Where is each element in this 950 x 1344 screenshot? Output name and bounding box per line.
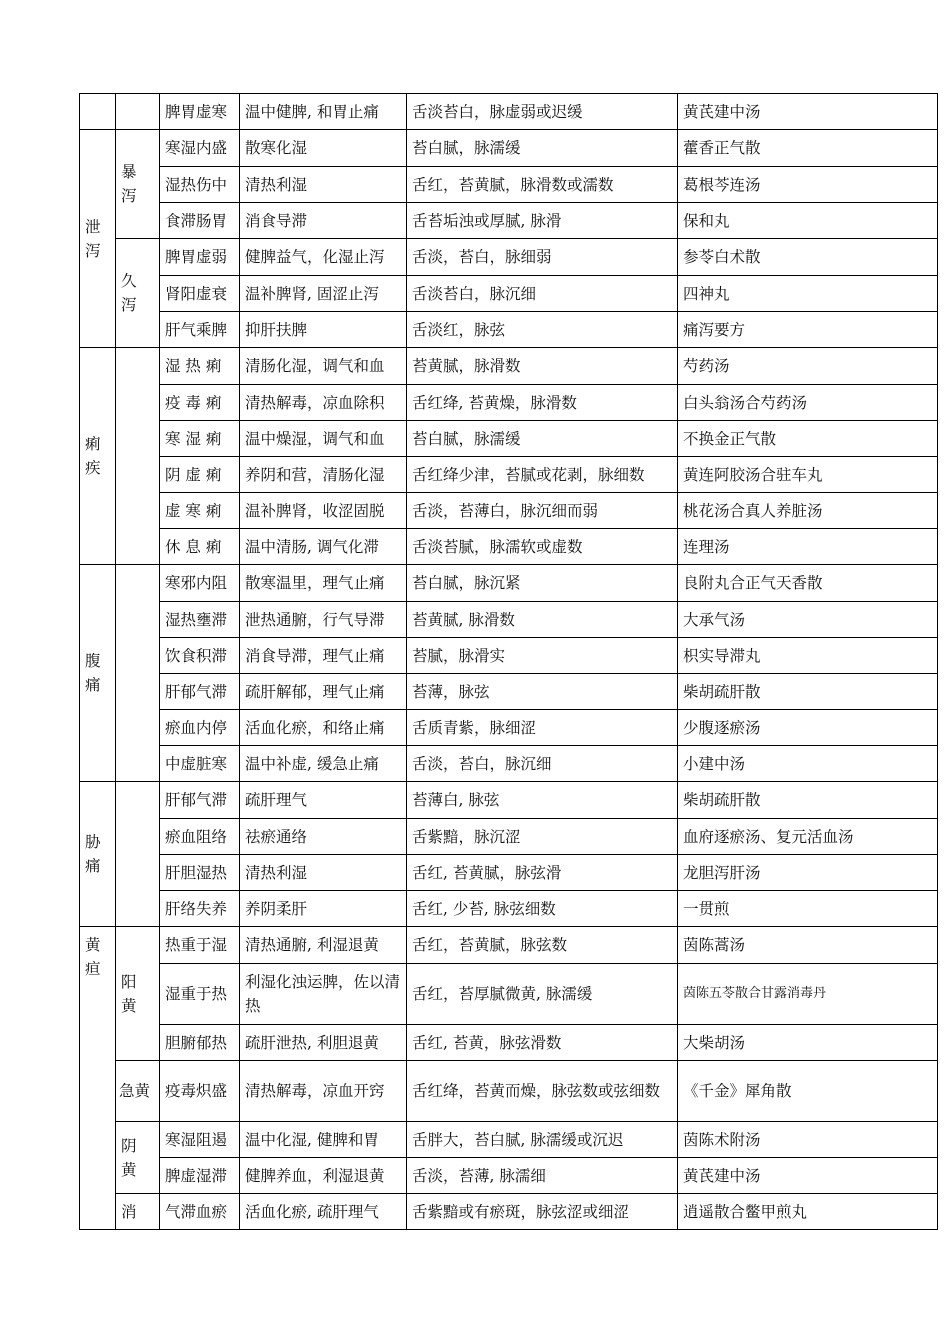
table-row (80, 529, 938, 565)
formula-cell: 少腹逐瘀汤 (678, 710, 938, 746)
table-row (80, 964, 938, 1025)
method-cell: 清热通腑, 利湿退黄 (240, 927, 407, 964)
tongue-pulse-cell: 舌红, 苔黄腻，脉弦滑 (407, 855, 678, 891)
tongue-pulse-cell: 舌胖大，苔白腻, 脉濡缓或沉迟 (407, 1122, 678, 1158)
formula-cell: 保和丸 (678, 203, 938, 239)
method-cell: 清热利湿 (240, 167, 407, 203)
syndrome-treatment-table (79, 93, 938, 1230)
subtype-cell (116, 94, 160, 130)
syndrome-cell: 脾胃虚寒 (160, 94, 240, 130)
method-cell: 温中补虚, 缓急止痛 (240, 746, 407, 782)
tongue-pulse-cell: 舌红绛, 苔黄燥，脉滑数 (407, 385, 678, 421)
syndrome-cell: 阴 虚 痢 (160, 457, 240, 493)
tongue-pulse-cell: 舌淡苔白，脉虚弱或迟缓 (407, 94, 678, 130)
method-cell: 温补脾肾, 固涩止泻 (240, 276, 407, 312)
formula-cell: 茵陈术附汤 (678, 1122, 938, 1158)
table-row (80, 276, 938, 312)
table-row (80, 1025, 938, 1061)
table-row (80, 130, 938, 167)
method-cell: 清热解毒，凉血除积 (240, 385, 407, 421)
table-row (80, 1194, 938, 1230)
table-row (80, 239, 938, 276)
table-row (80, 1122, 938, 1158)
table-row (80, 782, 938, 819)
syndrome-cell: 肝郁气滞 (160, 674, 240, 710)
syndrome-cell: 湿热伤中 (160, 167, 240, 203)
disease-cell: 腹 痛 (80, 565, 116, 782)
table-row (80, 638, 938, 674)
syndrome-cell: 热重于湿 (160, 927, 240, 964)
syndrome-cell: 瘀血内停 (160, 710, 240, 746)
table-row (80, 167, 938, 203)
table-row (80, 457, 938, 493)
table-row (80, 348, 938, 385)
method-cell: 消食导滞，理气止痛 (240, 638, 407, 674)
method-cell: 温中健脾, 和胃止痛 (240, 94, 407, 130)
syndrome-cell: 疫 毒 痢 (160, 385, 240, 421)
table-row (80, 203, 938, 239)
syndrome-cell: 寒湿内盛 (160, 130, 240, 167)
method-cell: 温中清肠, 调气化滞 (240, 529, 407, 565)
tongue-pulse-cell: 苔白腻，脉濡缓 (407, 130, 678, 167)
table-row (80, 493, 938, 529)
syndrome-cell: 胆腑郁热 (160, 1025, 240, 1061)
subtype-cell (116, 565, 160, 782)
method-cell: 疏肝理气 (240, 782, 407, 819)
syndrome-cell: 湿重于热 (160, 964, 240, 1025)
subtype-cell: 阴 黄 (116, 1122, 160, 1194)
syndrome-cell: 湿 热 痢 (160, 348, 240, 385)
syndrome-cell: 肝气乘脾 (160, 312, 240, 348)
subtype-cell: 久 泻 (116, 239, 160, 348)
method-cell: 健脾益气，化湿止泻 (240, 239, 407, 276)
method-cell: 清热解毒，凉血开窍 (240, 1061, 407, 1122)
syndrome-cell: 脾虚湿滞 (160, 1158, 240, 1194)
formula-cell: 大柴胡汤 (678, 1025, 938, 1061)
table-row (80, 855, 938, 891)
disease-cell: 痢 疾 (80, 348, 116, 565)
formula-cell: 茵陈五苓散合甘露消毒丹 (678, 964, 938, 1025)
subtype-cell (116, 348, 160, 565)
tongue-pulse-cell: 舌红，苔黄腻，脉弦数 (407, 927, 678, 964)
method-cell: 疏肝泄热, 利胆退黄 (240, 1025, 407, 1061)
formula-cell: 柴胡疏肝散 (678, 782, 938, 819)
table-row (80, 1158, 938, 1194)
syndrome-cell: 寒湿阻遏 (160, 1122, 240, 1158)
formula-cell: 龙胆泻肝汤 (678, 855, 938, 891)
method-cell: 消食导滞 (240, 203, 407, 239)
tongue-pulse-cell: 舌红绛，苔黄而燥，脉弦数或弦细数 (407, 1061, 678, 1122)
disease-cell: 黄 疸 (80, 927, 116, 1230)
formula-cell: 痛泻要方 (678, 312, 938, 348)
syndrome-cell: 寒 湿 痢 (160, 421, 240, 457)
tongue-pulse-cell: 舌淡，苔白，脉沉细 (407, 746, 678, 782)
tongue-pulse-cell: 舌质青紫，脉细涩 (407, 710, 678, 746)
method-cell: 泄热通腑，行气导滞 (240, 602, 407, 638)
syndrome-cell: 湿热壅滞 (160, 602, 240, 638)
syndrome-cell: 食滞肠胃 (160, 203, 240, 239)
disease-cell: 泄 泻 (80, 130, 116, 348)
syndrome-cell: 寒邪内阻 (160, 565, 240, 602)
formula-cell: 柴胡疏肝散 (678, 674, 938, 710)
syndrome-cell: 疫毒炽盛 (160, 1061, 240, 1122)
formula-cell: 桃花汤合真人养脏汤 (678, 493, 938, 529)
formula-cell: 枳实导滞丸 (678, 638, 938, 674)
formula-cell: 一贯煎 (678, 891, 938, 927)
formula-cell: 参苓白术散 (678, 239, 938, 276)
tongue-pulse-cell: 舌红，苔厚腻微黄, 脉濡缓 (407, 964, 678, 1025)
table-row (80, 891, 938, 927)
syndrome-cell: 肝络失养 (160, 891, 240, 927)
tongue-pulse-cell: 舌红, 少苔, 脉弦细数 (407, 891, 678, 927)
table-row (80, 312, 938, 348)
tongue-pulse-cell: 舌淡，苔白，脉细弱 (407, 239, 678, 276)
subtype-cell (116, 782, 160, 927)
syndrome-cell: 休 息 痢 (160, 529, 240, 565)
formula-cell: 小建中汤 (678, 746, 938, 782)
subtype-cell: 急黄 (116, 1061, 160, 1122)
method-cell: 清肠化湿，调气和血 (240, 348, 407, 385)
formula-cell: 《千金》犀角散 (678, 1061, 938, 1122)
syndrome-cell: 虚 寒 痢 (160, 493, 240, 529)
table-row (80, 1061, 938, 1122)
table-row (80, 674, 938, 710)
table-row (80, 602, 938, 638)
table-row (80, 421, 938, 457)
method-cell: 利湿化浊运脾，佐以清热 (240, 964, 407, 1025)
formula-cell: 逍遥散合鳖甲煎丸 (678, 1194, 938, 1230)
tongue-pulse-cell: 苔薄白, 脉弦 (407, 782, 678, 819)
formula-cell: 大承气汤 (678, 602, 938, 638)
table-row (80, 819, 938, 855)
syndrome-cell: 瘀血阻络 (160, 819, 240, 855)
method-cell: 清热利湿 (240, 855, 407, 891)
syndrome-cell: 肾阳虚衰 (160, 276, 240, 312)
table-row (80, 927, 938, 964)
formula-cell: 葛根芩连汤 (678, 167, 938, 203)
tongue-pulse-cell: 舌淡，苔薄白，脉沉细而弱 (407, 493, 678, 529)
method-cell: 养阴柔肝 (240, 891, 407, 927)
formula-cell: 黄芪建中汤 (678, 1158, 938, 1194)
formula-cell: 白头翁汤合芍药汤 (678, 385, 938, 421)
tongue-pulse-cell: 苔腻，脉滑实 (407, 638, 678, 674)
disease-cell (80, 94, 116, 130)
tongue-pulse-cell: 舌淡，苔薄, 脉濡细 (407, 1158, 678, 1194)
method-cell: 温中燥湿，调气和血 (240, 421, 407, 457)
table-row (80, 385, 938, 421)
formula-cell: 连理汤 (678, 529, 938, 565)
method-cell: 祛瘀通络 (240, 819, 407, 855)
method-cell: 活血化瘀，和络止痛 (240, 710, 407, 746)
subtype-cell: 消 (116, 1194, 160, 1230)
formula-cell: 良附丸合正气天香散 (678, 565, 938, 602)
subtype-cell: 阳 黄 (116, 927, 160, 1061)
method-cell: 温补脾肾，收涩固脱 (240, 493, 407, 529)
table-row (80, 565, 938, 602)
formula-cell: 芍药汤 (678, 348, 938, 385)
table-row (80, 710, 938, 746)
syndrome-cell: 脾胃虚弱 (160, 239, 240, 276)
tongue-pulse-cell: 舌紫黯或有瘀斑，脉弦涩或细涩 (407, 1194, 678, 1230)
syndrome-cell: 肝郁气滞 (160, 782, 240, 819)
formula-cell: 黄连阿胶汤合驻车丸 (678, 457, 938, 493)
method-cell: 抑肝扶脾 (240, 312, 407, 348)
method-cell: 散寒温里，理气止痛 (240, 565, 407, 602)
table-row (80, 94, 938, 130)
method-cell: 养阴和营，清肠化湿 (240, 457, 407, 493)
syndrome-cell: 肝胆湿热 (160, 855, 240, 891)
tongue-pulse-cell: 舌红, 苔黄，脉弦滑数 (407, 1025, 678, 1061)
formula-cell: 血府逐瘀汤、复元活血汤 (678, 819, 938, 855)
formula-cell: 不换金正气散 (678, 421, 938, 457)
tongue-pulse-cell: 舌苔垢浊或厚腻, 脉滑 (407, 203, 678, 239)
formula-cell: 黄芪建中汤 (678, 94, 938, 130)
tongue-pulse-cell: 舌红绛少津，苔腻或花剥，脉细数 (407, 457, 678, 493)
tongue-pulse-cell: 苔黄腻, 脉滑数 (407, 602, 678, 638)
tongue-pulse-cell: 舌红，苔黄腻，脉滑数或濡数 (407, 167, 678, 203)
formula-cell: 四神丸 (678, 276, 938, 312)
tongue-pulse-cell: 苔黄腻，脉滑数 (407, 348, 678, 385)
tongue-pulse-cell: 苔薄，脉弦 (407, 674, 678, 710)
table-row (80, 746, 938, 782)
syndrome-cell: 气滞血瘀 (160, 1194, 240, 1230)
disease-cell: 胁 痛 (80, 782, 116, 927)
method-cell: 温中化湿, 健脾和胃 (240, 1122, 407, 1158)
tongue-pulse-cell: 舌淡苔白，脉沉细 (407, 276, 678, 312)
tongue-pulse-cell: 苔白腻，脉濡缓 (407, 421, 678, 457)
tongue-pulse-cell: 舌紫黯，脉沉涩 (407, 819, 678, 855)
tongue-pulse-cell: 苔白腻，脉沉紧 (407, 565, 678, 602)
syndrome-cell: 中虚脏寒 (160, 746, 240, 782)
subtype-cell: 暴 泻 (116, 130, 160, 239)
tongue-pulse-cell: 舌淡红，脉弦 (407, 312, 678, 348)
method-cell: 健脾养血，利湿退黄 (240, 1158, 407, 1194)
syndrome-cell: 饮食积滞 (160, 638, 240, 674)
tongue-pulse-cell: 舌淡苔腻，脉濡软或虚数 (407, 529, 678, 565)
method-cell: 散寒化湿 (240, 130, 407, 167)
formula-cell: 藿香正气散 (678, 130, 938, 167)
method-cell: 疏肝解郁，理气止痛 (240, 674, 407, 710)
method-cell: 活血化瘀, 疏肝理气 (240, 1194, 407, 1230)
formula-cell: 茵陈蒿汤 (678, 927, 938, 964)
